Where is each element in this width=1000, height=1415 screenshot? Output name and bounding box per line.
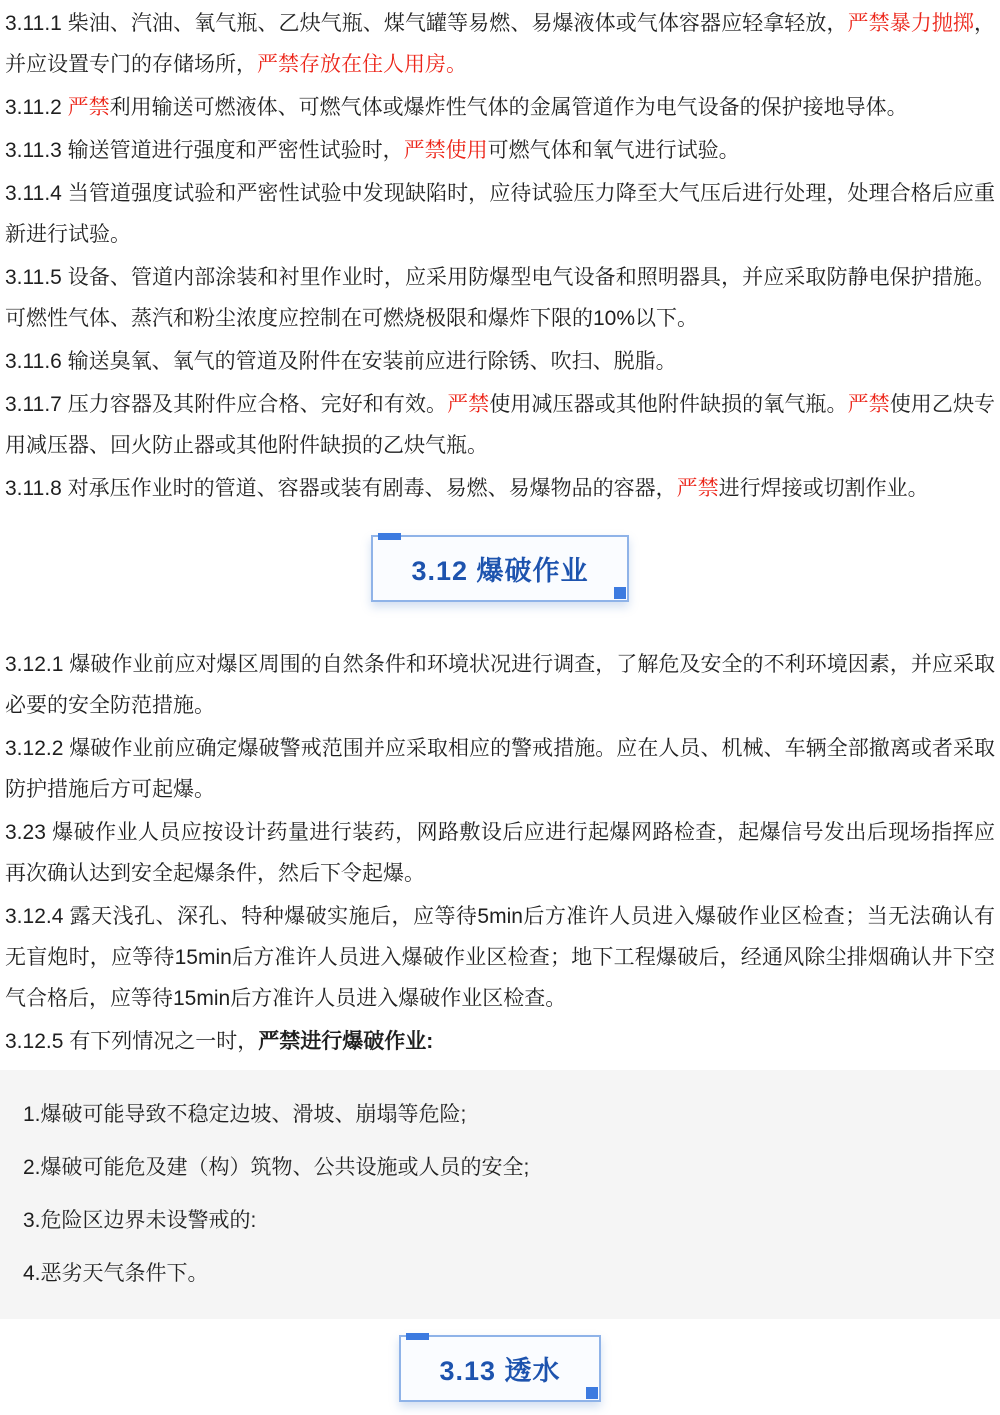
paragraph-3-11-7	[5, 384, 995, 466]
text-run: 利用输送可燃液体、可燃气体或爆炸性气体的金属管道作为电气设备的保护接地导体。	[109, 96, 908, 119]
text-run: 进行焊接或切割作业。	[718, 477, 929, 500]
paragraph-3-11-8	[5, 468, 995, 509]
section-title-blasting: 3.12 爆破作业	[411, 556, 589, 586]
section-header-blasting	[371, 535, 628, 602]
text-run: 3.11.5 设备、管道内部涂装和衬里作业时，应采用防爆型电气设备和照明器具，并应采取防静电保护措施。可燃性气体、蒸汽和粉尘浓度应控制在可燃烧极限和爆炸下限的10%以下。	[5, 266, 995, 330]
paragraph-3-12-5	[5, 1021, 995, 1062]
text-run: 3.11.1 柴油、汽油、氧气瓶、乙炔气瓶、煤气罐等易燃、易爆液体或气体容器应轻拿轻放，	[5, 12, 848, 35]
prohibition-red-text: 严禁使用	[403, 139, 488, 162]
prohibition-red-text: 严禁	[447, 393, 490, 416]
paragraph-3-11-3	[5, 130, 995, 171]
text-run: 使用减压器或其他附件缺损的氧气瓶。	[489, 393, 848, 416]
text-run: 3.12.2 爆破作业前应确定爆破警戒范围并应采取相应的警戒措施。应在人员、机械、车辆全部撤离或者采取防护措施后方可起爆。	[5, 737, 995, 801]
text-run: 3.12.1 爆破作业前应对爆区周围的自然条件和环境状况进行调查，了解危及安全的不利环境因素，并应采取必要的安全防范措施。	[5, 653, 995, 717]
text-run: 3.11.3 输送管道进行强度和严密性试验时，	[5, 139, 404, 162]
corner-bar-decoration	[378, 533, 401, 540]
paragraph-3-11-1	[5, 3, 995, 85]
text-run: 3.11.6 输送臭氧、氧气的管道及附件在安装前应进行除锈、吹扫、脱脂。	[5, 350, 677, 373]
text-run: :	[426, 1030, 434, 1053]
paragraph-3-11-5	[5, 257, 995, 339]
paragraph-3-12-1	[5, 644, 995, 726]
paragraph-3-11-6	[5, 341, 995, 382]
prohibition-bold-text: 严禁进行爆破作业	[258, 1030, 427, 1053]
prohibited-conditions-panel	[0, 1070, 1000, 1319]
text-run: 可燃气体和氧气进行试验。	[487, 139, 740, 162]
list-item-3: 3.危险区边界未设警戒的:	[23, 1209, 257, 1232]
paragraph-3-11-2	[5, 87, 995, 128]
prohibition-red-text: 严禁	[67, 96, 110, 119]
prohibition-red-text: 严禁存放在住人用房。	[257, 53, 467, 76]
text-run: ，并应设置专门的存储场所，	[5, 12, 996, 76]
list-item-4: 4.恶劣天气条件下。	[23, 1262, 209, 1285]
list-item-2: 2.爆破可能危及建（构）筑物、公共设施或人员的安全;	[23, 1156, 530, 1179]
section-header-water-inrush	[399, 1335, 600, 1402]
text-run: 3.12.4 露天浅孔、深孔、特种爆破实施后，应等待5min后方准许人员进入爆破作业区检查；当无法确认有无盲炮时，应等待15min后方准许人员进入爆破作业区检查；地下工程爆破后，经通风除尘排烟确认井下空气合格后，应等待15min后方准许人员进入爆破作业区检查。	[5, 905, 995, 1010]
text-run: 3.11.2	[5, 96, 68, 119]
text-run: 3.12.5 有下列情况之一时，	[5, 1030, 259, 1053]
text-run: 使用乙炔专用减压器、回火防止器或其他附件缺损的乙炔气瓶。	[5, 393, 996, 457]
text-run: 3.11.7 压力容器及其附件应合格、完好和有效。	[5, 393, 448, 416]
paragraph-3-23	[5, 812, 995, 894]
list-item-1: 1.爆破可能导致不稳定边坡、滑坡、崩塌等危险;	[23, 1103, 467, 1126]
paragraph-3-12-2	[5, 728, 995, 810]
corner-bar-decoration	[406, 1333, 429, 1340]
text-run: 3.23 爆破作业人员应按设计药量进行装药，网路敷设后应进行起爆网路检查，起爆信号发出后现场指挥应再次确认达到安全起爆条件，然后下令起爆。	[5, 821, 995, 885]
corner-square-decoration	[586, 1387, 598, 1399]
prohibition-red-text: 严禁暴力抛掷	[847, 12, 975, 35]
paragraph-3-11-4	[5, 173, 995, 255]
text-run: 3.11.8 对承压作业时的管道、容器或装有剧毒、易燃、易爆物品的容器，	[5, 477, 677, 500]
paragraph-3-12-4	[5, 896, 995, 1019]
corner-square-decoration	[614, 587, 626, 599]
prohibition-red-text: 严禁	[676, 477, 719, 500]
section-title-water-inrush: 3.13 透水	[439, 1356, 561, 1386]
text-run: 3.11.4 当管道强度试验和严密性试验中发现缺陷时，应待试验压力降至大气压后进行处理，处理合格后应重新进行试验。	[5, 182, 995, 246]
prohibition-red-text: 严禁	[847, 393, 890, 416]
